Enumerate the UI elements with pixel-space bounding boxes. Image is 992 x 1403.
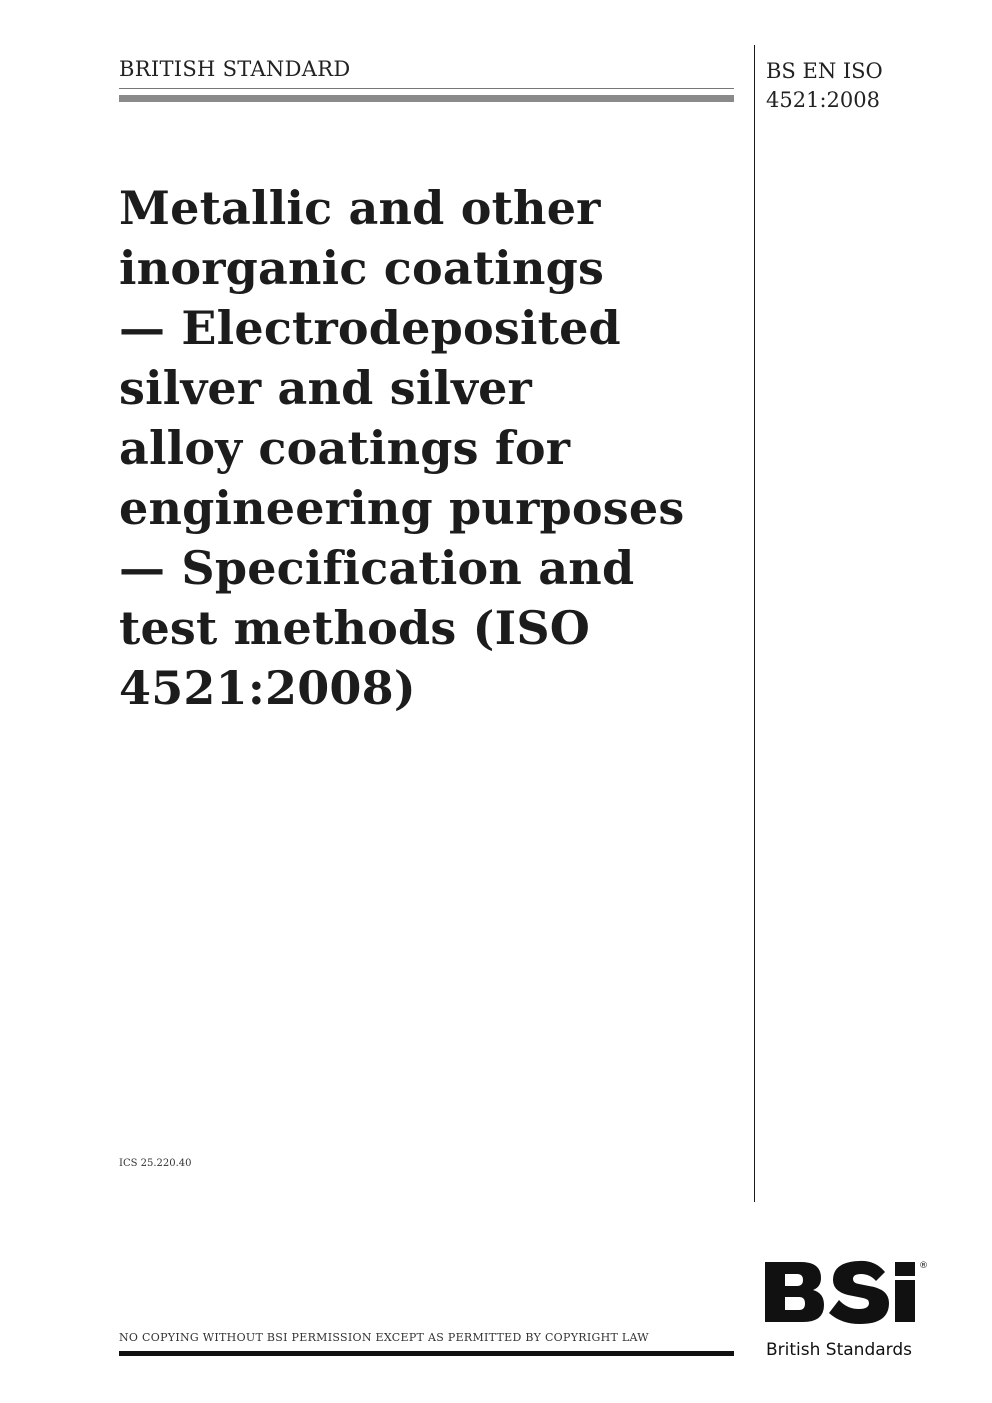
document-number (766, 57, 883, 115)
title-line: Metallic and other (119, 181, 601, 235)
document-title (119, 178, 739, 718)
title-line: alloy coatings for (119, 421, 571, 475)
copyright-notice: NO COPYING WITHOUT BSI PERMISSION EXCEPT AS PERMITTED BY COPYRIGHT LAW (119, 1331, 649, 1344)
footer-rule (119, 1351, 734, 1356)
registered-mark: ® (919, 1261, 928, 1271)
document-number-line1: BS EN ISO (766, 59, 883, 83)
title-line: inorganic coatings (119, 241, 605, 295)
bsi-logo-caption: British Standards (766, 1340, 912, 1360)
title-line: engineering purposes (119, 481, 685, 535)
header-rule-grey (119, 95, 734, 102)
title-line: test methods (ISO (119, 601, 591, 655)
title-line: — Specification and (119, 541, 635, 595)
vertical-divider (754, 45, 755, 1202)
title-line: — Electrodeposited (119, 301, 621, 355)
ics-code: ICS 25.220.40 (119, 1158, 192, 1169)
title-line: 4521:2008) (119, 661, 416, 715)
header-rule-thin (119, 88, 734, 89)
series-label: BRITISH STANDARD (119, 57, 351, 81)
title-line: silver and silver (119, 361, 532, 415)
document-number-line2: 4521:2008 (766, 88, 880, 112)
